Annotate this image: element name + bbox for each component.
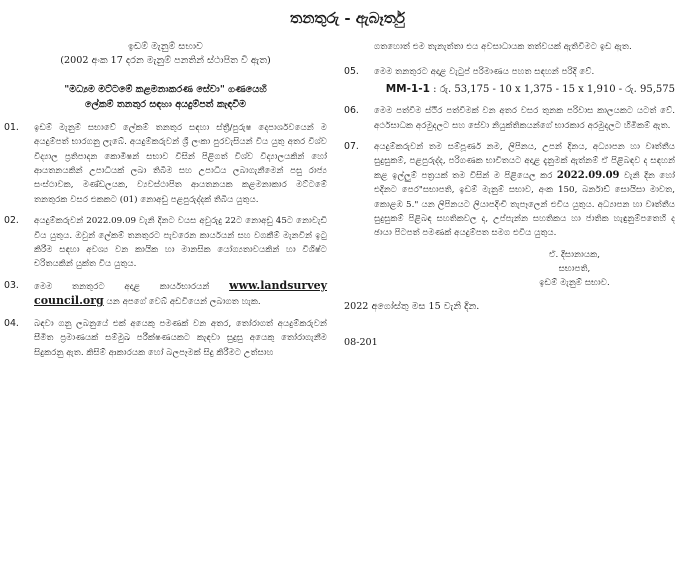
list-item xyxy=(344,140,675,241)
left-column xyxy=(4,40,327,367)
item-text: මෙම පත්වීම ස්ථිර පත්වීමක් වන අතර වසර තුනක පරිවාස කාලයකට යටත් වේ. අර්ථසාධක අරමුදලට සහ සේවා නියුක්තිකයන්ගේ භාරකාර අරමුදලට හිමිකම් ඇත. xyxy=(374,106,675,131)
item-text: ඉඩම් මැනුම් සභාවේ ලේකම් තනතුර සඳහා ස්ත්‍රී/පුරුෂ දෙපාර්ශවයෙන් ම අයදුම්පත් භාරගනු ලැබේ. අයදුම්කරුවන් ශ්‍රී ලංකා පුරවැසියන් විය යුතු අතර විශ්ව විද්‍යාල ප්‍රතිපාදන කොමිෂන් සභාව විසින් පිළිගත් විශ්ව විද්‍යාලයකින් හෝ ආයතනයකින් උපාධියක් ලබා තිබීම සහ උපාධිය ලබාගැනීමෙන් පසු රාජ්‍ය සංස්ථාවක, මණ්ඩලයක, ව්‍යවස්ථාපිත ආයතනයක කළමනාකාර මට්ටමේ තනතුරක වසර එකකට (01) නොඅඩු පළපුරුද්දක් තිබිය යුතුය. xyxy=(34,122,327,205)
list-item xyxy=(344,65,675,97)
salary-intro: මෙම තනතුරට අදාළ වැටුප් පරිමාණය පහත සඳහන් පරිදි වේ. xyxy=(374,67,595,78)
continued-text: ගතහොත් එම තැනැත්තා එය අවසාධායක තත්වයක් ඇතිවීමට ඉඩ ඇත. xyxy=(374,42,632,52)
gazette-section-title: තනතුරු - ඇබෑර්තු xyxy=(290,9,405,27)
item-number: 04. xyxy=(4,317,19,329)
signature-block xyxy=(474,248,675,290)
item-number: 02. xyxy=(4,215,19,227)
notice-title xyxy=(4,82,327,112)
salary-code: MM-1-1 xyxy=(385,82,430,95)
signatory-organization: ඉඩම් මැනුම් සභාව. xyxy=(539,277,610,288)
item-text-before: අයදුම්කරුවන් තම සම්පූර්ණ නම, ලිපිනය, උපන් දිනය, අධ්‍යාපන හා වෘත්තීය සුදුසුකම්, පළපුරුද්ද, පරිගණක භාවිතයට අදාළ දැනුමක් ඇත්නම් ඒ පිළිබඳව ද සඳහන් කළ ඉල්ලුම් පත්‍රයක් තම විසින් ම පිළියෙල කර xyxy=(374,142,675,181)
item-text-after: යන අපගේ වෙබ් අඩවියෙන් ලබාගත හැක. xyxy=(106,297,261,308)
notice-title-line-2: ලේකම් තනතුර සඳහා අයදුම්පත් කැඳවීම xyxy=(85,98,246,110)
right-column xyxy=(344,40,675,351)
closing-date: 2022.09.09 xyxy=(556,169,620,181)
notice-date: 2022 අගෝස්තු මස 15 වැනි දින. xyxy=(344,300,480,312)
item-number: 07. xyxy=(344,141,359,153)
item-text xyxy=(34,279,327,310)
salary-scale xyxy=(374,82,675,97)
signatory-name: ඒ. දිසානායක, xyxy=(549,249,600,260)
reference-number: 08-201 xyxy=(344,337,378,349)
item-text-after: වැනි දින හෝ එදිනට පෙර"සභාපති, ඉඩම් මැනුම් සභාව, අංක 150, බර්නාඩ් සොයිසා මාවත, කොළඹ 5." යන ලිපිනයට ලියාපදිංචි තැපෑලෙන් එවිය යුතුය. අධ්‍යාපන හා වෘත්තීය සුදුසුකම් පිළිබඳ සහතිකවල ද, උප්පැන්න සහතිකය හා ජාතික හැඳුනුම්පතෙහි ද ඡායා පිටපත් පමණක් අයදුම්පත සමග එවිය යුතුය. xyxy=(374,170,676,239)
signatory-title: සභාපති, xyxy=(558,263,591,274)
item-number: 01. xyxy=(4,121,19,133)
salary-range: : රු. 53,175 - 10 x 1,375 - 15 x 1,910 - රු. 95,575 xyxy=(433,83,675,95)
notice-title-line-1: "මධ්‍යම මට්ටමේ කළමනාකරණ සේවා" ගණයෙහි xyxy=(64,83,267,95)
organization-subtitle: (2002 අංක 17 දරන මැනුම් පනතින් ස්ථාපිත වී ඇත) xyxy=(60,55,271,67)
item-number: 06. xyxy=(344,105,359,117)
item-text-before: මෙම තනතුරට අදාළ කාර්යභාරයන් xyxy=(34,281,210,292)
list-item xyxy=(4,317,327,360)
organization-name: ඉඩම් මැනුම් සභාව xyxy=(128,41,203,52)
list-item xyxy=(4,214,327,272)
item-text xyxy=(374,65,675,97)
item-text: බඳවා ගනු ලබනුයේ එක් අයෙකු පමණක් වන අතර, තෝරාගත් අයදුම්කරුවන් සීමිත ප්‍රමාණයක් සම්මුඛ පරීක්ෂණයකට කැඳවා සුදුසු අයෙකු තෝරාගැනීම සිදුකරනු ඇත. කිසිම් ආකාරයක හෝ බලපෑමක් සිදු කිරීමට උත්සාහ xyxy=(34,318,327,358)
list-item xyxy=(344,104,675,133)
item-text xyxy=(374,140,675,241)
website-link[interactable]: www.landsurvey council.org xyxy=(34,278,327,308)
list-item xyxy=(4,121,327,207)
item-number: 03. xyxy=(4,279,19,291)
item-text: අයදුම්කරුවන් 2022.09.09 වැනි දිනට වයස අවුරුදු 22ට නොඅඩු 45ට නොවැඩි විය යුතුය. ඔවුන් ලේකම් තනතුරට පැවරෙන කාර්යයන් සහ වගකීම් මැනවින් ඉටු කිරීම සඳහා අවශ්‍ය වන කායික හා මානසික යෝග්‍යතාවයකින් හා විශිෂ්ට චරිතයකින් යුක්ත විය යුතුය. xyxy=(34,216,327,270)
list-item xyxy=(4,279,327,310)
item-number: 05. xyxy=(344,66,359,78)
